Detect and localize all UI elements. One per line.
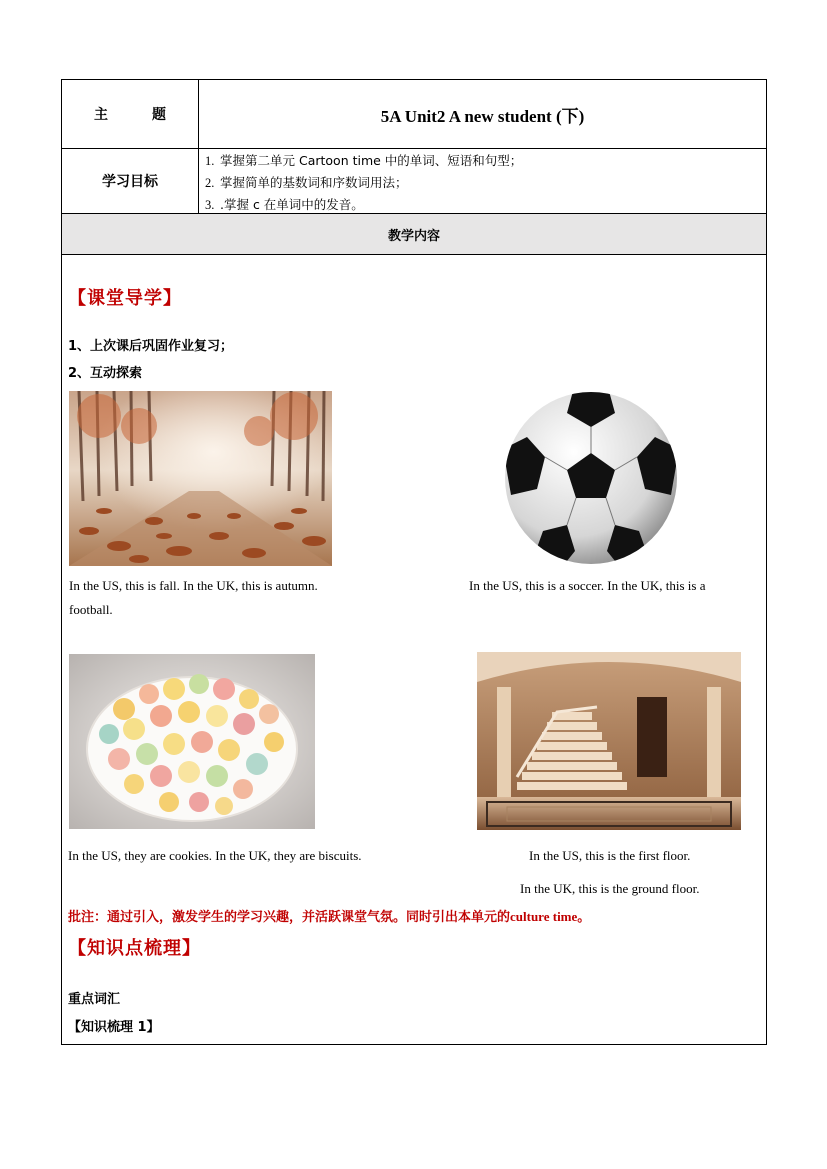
caption-ground-floor: In the UK, this is the ground floor. [520, 881, 700, 896]
goal-item: 3. .掌握 c 在单词中的发音。 [205, 197, 364, 212]
caption-fall: In the US, this is fall. In the UK, this is autumn. [69, 578, 318, 593]
cookies-photo [69, 654, 315, 829]
goals-list [199, 150, 766, 213]
goal-item: 1. 掌握第二单元 Cartoon time 中的单词、短语和句型； [205, 153, 523, 168]
step-2: 2、互动探索 [68, 366, 143, 381]
lesson-title: 5A Unit2 A new student (下) [380, 106, 585, 126]
goals-row [62, 149, 766, 214]
teacher-note: 批注：通过引入，激发学生的学习兴趣，并活跃课堂气氛。同时引出本单元的culture time。 [68, 909, 591, 925]
section-title-guide: 【课堂导学】 [68, 288, 182, 309]
soccer-ball-photo [503, 391, 679, 565]
subject-label: 主 题 [62, 80, 199, 148]
step-1: 1、上次课后巩固作业复习； [68, 339, 234, 354]
goals-label: 学习目标 [62, 149, 199, 213]
knowledge-heading: 【知识梳理 1】 [68, 1020, 160, 1035]
goal-item: 2. 掌握简单的基数词和序数词用法； [205, 175, 408, 190]
section-title-knowledge: 【知识点梳理】 [68, 938, 201, 959]
caption-cookies: In the US, they are cookies. In the UK, they are biscuits. [68, 848, 362, 863]
vocab-heading: 重点词汇 [68, 992, 121, 1007]
subject-row [62, 80, 766, 149]
autumn-road-photo [69, 391, 332, 566]
content-header-row [62, 214, 766, 255]
content-header: 教学内容 [387, 228, 440, 244]
caption-first-floor: In the US, this is the first floor. [529, 848, 691, 863]
staircase-photo [477, 652, 741, 830]
caption-soccer: In the US, this is a soccer. In the UK, this is a [469, 578, 706, 593]
caption-football: football. [69, 602, 113, 617]
